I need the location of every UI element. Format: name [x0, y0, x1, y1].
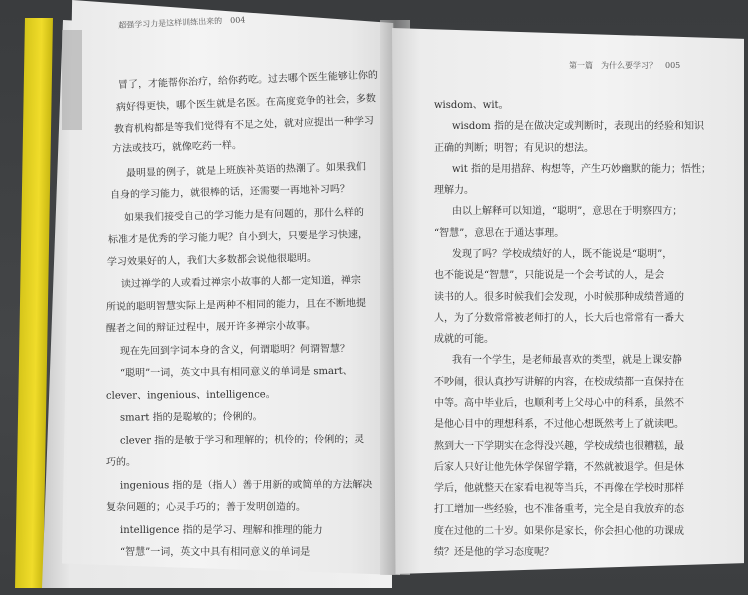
left-line: 所说的聪明智慧实际上是两种不相同的能力，且在不断地提 [105, 297, 367, 313]
right-line: wisdom 指的是在做决定或判断时，表现出的经验和知识 [452, 121, 704, 133]
right-line: 熬到大一下学期实在念得没兴趣，学校成绩也很糟糕，最 [434, 440, 684, 452]
left-line: 自身的学习能力，就很棒的话，还需要一再地补习吗？ [109, 184, 351, 202]
left-line: 病好得更快，哪个医生就是名医。在高度竞争的社会，多数 [115, 92, 377, 114]
left-line: clever 指的是敏于学习和理解的；机伶的；伶俐的；灵 [119, 433, 365, 447]
left-line: 学习效果好的人，我们大多数都会说他很聪明。 [106, 252, 318, 268]
left-line: ingenious 指的是（指人）善于用新的或简单的方法解决 [119, 479, 373, 492]
right-page-header [569, 60, 680, 71]
left-line: 如果我们接受自己的学习能力是有问题的，那什么样的 [123, 207, 365, 224]
left-line: 醒者之间的辩证过程中，展开许多禅宗小故事。 [105, 320, 317, 335]
left-line: “智慧”一词，英文中具有相同意义的单词是 [120, 547, 311, 558]
right-line: “智慧”，意思在于通达事理。 [434, 227, 565, 239]
right-line: 不吵闹，很认真抄写讲解的内容，在校成绩都一直保持在 [434, 376, 684, 388]
left-line: 现在先回到字词本身的含义，何谓聪明？何谓智慧？ [119, 343, 351, 358]
left-line: intelligence 指的是学习、理解和推理的能力 [120, 524, 323, 536]
right-line: 中等。高中毕业后，也顺利考上父母心中的科系，虽然不 [434, 398, 684, 409]
right-line: 人，为了分数常常被老师打的人，长大后也常常有一番大 [434, 312, 684, 324]
right-line: 发现了吗？学校成绩好的人，既不能说是“聪明”， [452, 249, 673, 260]
right-line: 正确的判断；明智；有见识的想法。 [434, 142, 594, 154]
right-line: wisdom、wit。 [434, 100, 509, 111]
left-line: 最明显的例子，就是上班族补英语的热潮了。如果我们 [125, 161, 367, 180]
right-line: 度在过他的二十岁。如果你是家长，你会担心他的功课成 [434, 525, 684, 537]
right-line: 后家人只好让他先休学保留学籍，不然就被退学。但是休 [434, 461, 684, 473]
left-line: 教育机构都是等我们觉得有不足之处，就对应提出一种学习 [113, 115, 375, 136]
left-line: “聪明”一词，英文中具有相同意义的单词是 smart、 [119, 365, 353, 380]
left-line: 巧的。 [105, 457, 137, 469]
right-line: 绩？还是他的学习态度呢？ [434, 547, 554, 558]
right-line: 读书的人。很多时候我们会发现，小时候那种成绩普通的 [434, 291, 684, 303]
right-line: 学后，他就整天在家看电视等当兵，不再像在学校时那样 [434, 483, 684, 495]
left-line: 标准才是优秀的学习能力呢？自小到大，只要是学习快速， [107, 229, 369, 247]
left-line: smart 指的是聪敏的；伶俐的。 [119, 411, 263, 424]
right-line: 成就的可能。 [434, 334, 494, 346]
left-line: 读过禅学的人或看过禅宗小故事的人都一定知道，禅宗 [120, 275, 362, 291]
right-line: 我有一个学生，是老师最喜欢的类型，就是上课安静 [452, 355, 682, 367]
right-line: 打工增加一些经验，也不准备重考，完全是自我放弃的态 [434, 504, 684, 516]
right-line: 是他心目中的理想科系，不过他心想既然考上了就读吧。 [434, 419, 684, 431]
right-page-number: 005 [665, 61, 681, 70]
right-page-chapter: 第一篇 为什么要学习？ [569, 61, 657, 70]
page-shadow-marker [62, 30, 82, 130]
right-line: 理解力。 [434, 185, 474, 197]
left-line: 方法或技巧，就像吃药一样。 [111, 140, 243, 156]
right-line: 由以上解释可以知道，“聪明”，意思在于明察四方； [452, 206, 683, 218]
right-line: wit 指的是用措辞、构想等，产生巧妙幽默的能力；悟性； [452, 163, 711, 175]
left-line: clever、ingenious、intelligence。 [105, 388, 276, 402]
right-line: 也不能说是“智慧”，只能说是一个会考试的人，是会 [434, 270, 665, 282]
left-line: 冒了，才能帮你治疗，给你药吃。过去哪个医生能够让你的 [117, 70, 379, 91]
left-line: 复杂问题的；心灵手巧的；善于发明创造的。 [105, 501, 307, 514]
left-page-header: 超强学习力是这样训练出来的 004 [118, 15, 246, 30]
